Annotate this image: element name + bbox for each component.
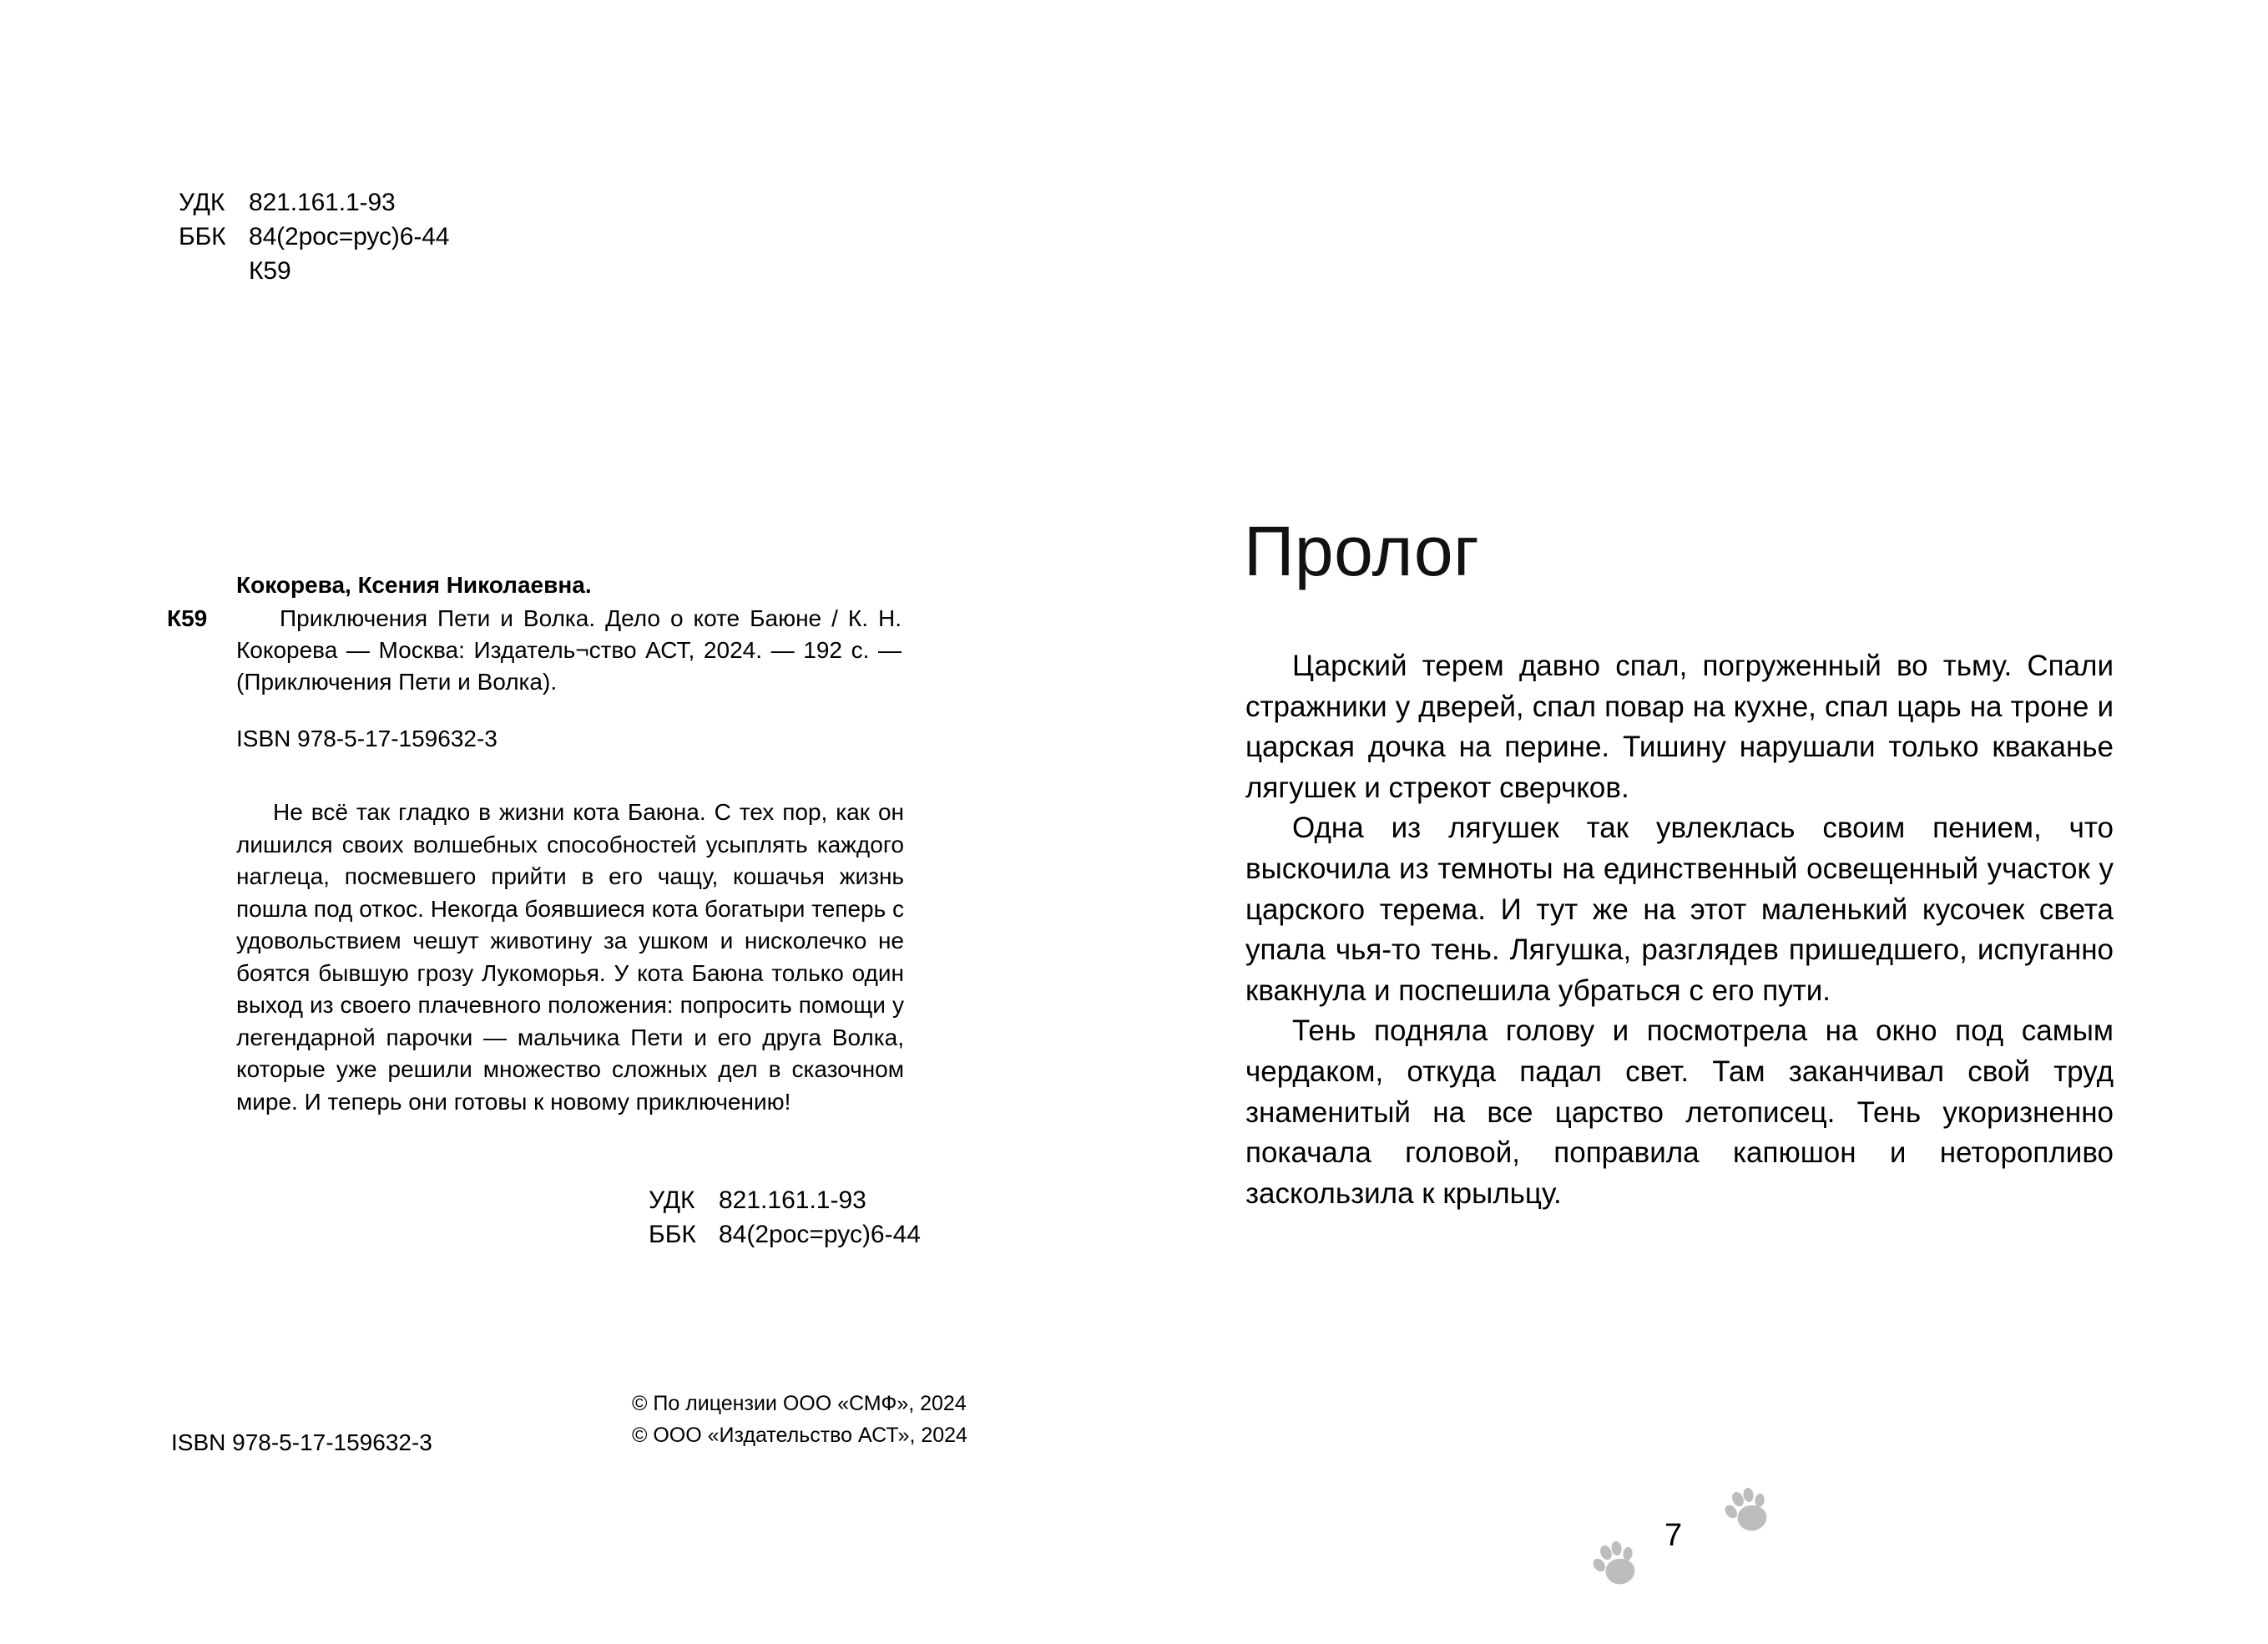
classification-bottom-value-bbk: 84(2рос=рус)6-44 (719, 1221, 921, 1248)
classification-block-top (179, 185, 449, 288)
bibliographic-description: Приключения Пети и Волка. Дело о коте Баюне / К. Н. Кокорева — Москва: Издатель¬ство АСТ, 2024. — 192 с. — (Приключения Пети и Волка). (236, 605, 902, 695)
isbn-top: ISBN 978-5-17-159632-3 (236, 726, 498, 751)
classification-bottom-row-bbk (649, 1217, 921, 1252)
classification-value-sigla: К59 (249, 257, 291, 285)
prologue-paragraph-3: Тень подняла голову и посмотрела на окно под самым чердаком, откуда падал свет. Там заканчивал свой труд знаменитый на все царство летописец. Тень укоризненно покачала головой, поправила капюшон и неторопливо заскользила к крыльцу. (1245, 1014, 2114, 1210)
classification-row-bbk (179, 220, 449, 254)
classification-value-udk: 821.161.1-93 (249, 189, 396, 216)
classification-bottom-row-udk (649, 1183, 921, 1217)
author-name: Кокорева, Ксения Николаевна. (236, 572, 592, 598)
prologue-paragraph-2: Одна из лягушек так увлеклась своим пением, что выскочила из темноты на единственный освещенный участок у царского терема. И тут же на этот маленький кусочек света упала чья-то тень. Лягушка, разглядев пришедшего, испуганно квакнула и поспешила убраться с его пути. (1245, 812, 2114, 1007)
classification-row-sigla (179, 254, 449, 288)
copyright-line-publisher: © ООО «Издательство АСТ», 2024 (632, 1424, 967, 1447)
bibliographic-body (167, 603, 902, 698)
classification-label-udk: УДК (179, 189, 225, 216)
prologue-paragraph-1: Царский терем давно спал, погруженный во тьму. Спали стражники у дверей, спал повар на кухне, спал царь на троне и царская дочка на перине. Тишину нарушали только кваканье лягушек и стрекот сверчков. (1245, 650, 2114, 804)
prologue-body (1245, 646, 2114, 1214)
classification-value-bbk: 84(2рос=рус)6-44 (249, 223, 450, 250)
classification-row-udk (179, 185, 449, 220)
classification-bottom-label-bbk: ББК (649, 1221, 696, 1248)
chapter-title: Пролог (1244, 512, 1480, 590)
book-annotation: Не всё так гладко в жизни кота Баюна. С тех пор, как он лишился своих волшебных способностей усыплять каждого наглеца, посмевшего прийти в его чащу, кошачья жизнь пошла под откос. Некогда боявшиеся кота богатыри теперь с удовольствием чешут животину за ушком и нисколечко не боятся бывшую грозу Лукоморья. У кота Баюна только один выход из своего плачевного положения: попросить помощи у легендарной парочки — мальчика Пети и его друга Волка, которые уже решили множество сложных дел в сказочном мире. И теперь они готовы к новому приключению! (236, 799, 904, 1115)
isbn-bottom: ISBN 978-5-17-159632-3 (171, 1429, 432, 1455)
classification-block-bottom (649, 1183, 921, 1252)
classification-label-bbk: ББК (179, 223, 226, 250)
copyright-line-licensor: © По лицензии ООО «СМФ», 2024 (632, 1392, 967, 1415)
classification-bottom-value-udk: 821.161.1-93 (719, 1186, 866, 1214)
bibliographic-record (167, 569, 902, 698)
page-number: 7 (1664, 1518, 1683, 1553)
classification-bottom-label-udk: УДК (649, 1186, 695, 1214)
copyright-block (632, 1388, 967, 1451)
shelf-sigla: К59 (167, 605, 208, 631)
